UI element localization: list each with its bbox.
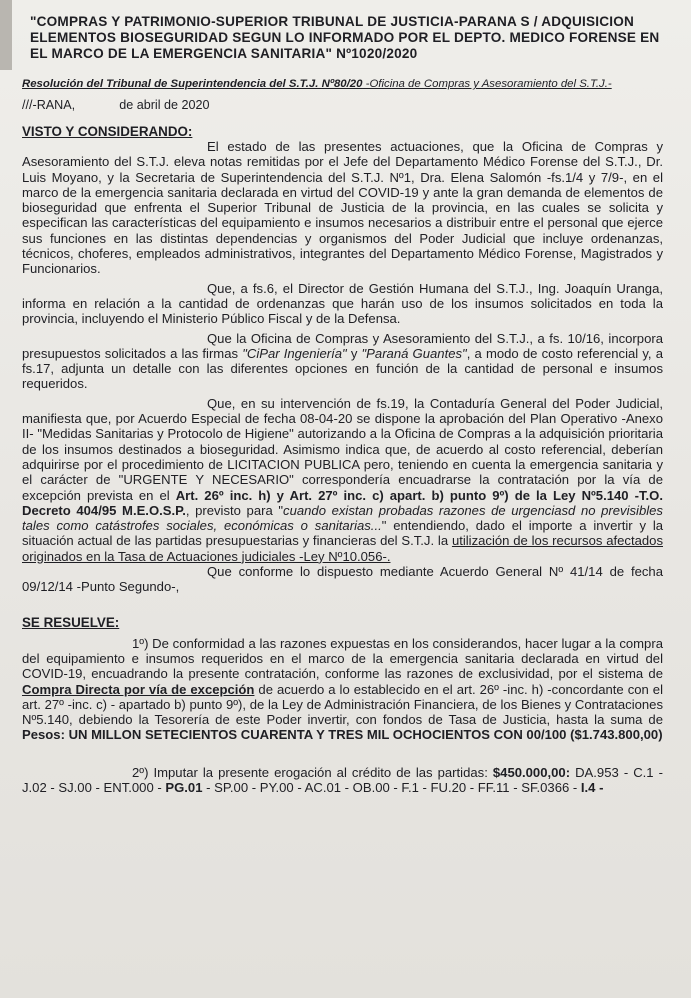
visto-paragraph-2: Que, a fs.6, el Director de Gestión Humana del S.T.J., Ing. Joaquín Uranga, informa en relación a la cantidad de ordenanzas que harán uso de los insumos solicitados en toda la provincia, incluyendo el Ministerio Público Fiscal y de la Defensa.	[22, 280, 663, 327]
p3-text-a: Que la Oficina de Compras y Asesoramiento del S.T.J., a fs. 10/16, incorpora presupuestos solicitados a las firmas	[22, 330, 663, 361]
page-edge-shadow	[0, 0, 12, 70]
visto-paragraph-1: El estado de las presentes actuaciones, que la Oficina de Compras y Asesoramiento del S.T.J. eleva notas remitidas por el Jefe del Departamento Médico Forense del S.T.J., Dr. Luis Moyano, y la Secretaria de Superintendencia del S.T.J. Nº1, Dra. Elena Salomón -fs.1/4 y 7/9-, en el marco de la emergencia sanitaria declarada en virtud del COVID-19 y ante la gran demanda de elementos de bioseguridad que enfrenta el Superior Tribunal de Justicia de la provincia, en las cuales se solicita y especifican las características del equipamiento e insumos necesarios a distribuir entre el personal que ejerce sus funciones en las distintas dependencias y organismos del Poder Judicial que incluye ordenanzas, técnicos, choferes, empleados administrativos, integrantes del Departamento Médico Forense, Magistrados y Funcionarios.	[22, 139, 663, 277]
item2-text-a: 2º) Imputar la presente erogación al crédito de las partidas:	[132, 764, 493, 780]
p4-tasa-reference: utilización de los recursos afectados originados en la Tasa de Actuaciones judiciales -Ley Nº10.056-.	[22, 533, 663, 564]
p4-text-c: " entendiendo, dado el importe a invertir y la situación actual de las partidas presupuestarias y financieras del S.T.J. la	[22, 518, 664, 549]
compra-directa: Compra Directa por vía de excepción	[22, 681, 255, 697]
resuelve-item-1	[22, 636, 663, 743]
item1-text-b: de acuerdo a lo establecido en el art. 26º -inc. h) -concordante con el art. 27º -inc. c) - apartado b) punto 9º), de la Ley de Administración Financiera, de los Bienes y Contrataciones Nº5.140, debiendo la Tesorería de este Poder invertir, con fondos de Tasa de Justicia, hasta la suma de	[22, 681, 663, 728]
pg-code: PG.01	[165, 779, 203, 795]
visto-paragraph-5: Que conforme lo dispuesto mediante Acuerdo General Nº 41/14 de fecha 09/12/14 -Punto Segundo-,	[22, 564, 663, 595]
place-city: ///-RANA,	[22, 98, 76, 112]
amount-total: Pesos: UN MILLON SETECIENTOS CUARENTA Y TRES MIL OCHOCIENTOS CON 00/100 ($1.743.800,00)	[22, 727, 663, 743]
visto-paragraph-4	[22, 396, 663, 564]
p4-law-reference: Art. 26º inc. h) y Art. 27º inc. c) apart. b) punto 9º) de la Ley Nº5.140 -T.O. Decreto 404/95 M.E.O.S.P.	[22, 487, 663, 518]
resuelve-item-2	[22, 765, 663, 796]
p4-text-b: , previsto para "	[185, 502, 284, 518]
place-date	[22, 98, 663, 112]
document-date: de abril de 2020	[119, 98, 210, 112]
i4-code: I.4 -	[580, 779, 604, 795]
firm-parana-guantes: "Paraná Guantes"	[361, 345, 467, 361]
item2-text-c: - SP.00 - PY.00 - AC.01 - OB.00 - F.1 - FU.20 - FF.11 - SF.0366 -	[202, 779, 581, 795]
resolution-line	[22, 78, 663, 90]
resuelve-heading: SE RESUELVE:	[22, 614, 120, 630]
visto-paragraph-3	[22, 331, 663, 392]
amount-partial: $450.000,00:	[492, 764, 571, 780]
item1-text-a: 1º) De conformidad a las razones expuestas en los considerandos, hacer lugar a la compra del equipamiento e insumos requeridos en el marco de la emergencia sanitaria declarada en virtud del COVID-19, encuadrando la presente contratación, conforme las razones de exclusividad, por el sistema de	[22, 635, 663, 682]
resolution-office: -Oficina de Compras y Asesoramiento del S.T.J.-	[362, 78, 612, 90]
p3-text-b: , a modo de costo referencial y, a fs.17, adjunta un detalle con las diferentes opciones en función de la cantidad de personal e insumos requeridos.	[22, 345, 663, 392]
p4-text-a: Que, en su intervención de fs.19, la Contaduría General del Poder Judicial, manifiesta que, por Acuerdo Especial de fecha 08-04-20 se dispone la aprobación del Plan Operativo -Anexo II- "Medidas Sanitarias y Protocolo de Higiene" autorizando a la Oficina de Compras a la adquisición prioritaria de los insumos destinados a bioseguridad. Asimismo indica que, de acuerdo al costo referencial, deberían adquirirse por el procedimiento de LICITACION PUBLICA pero, teniendo en cuenta la emergencia sanitaria y el carácter de "URGENTE Y NECESARIO" correspondería encuadrarse la contratación por la vía de excepción prevista en el	[22, 395, 663, 503]
p4-quote: cuando existan probadas razones de urgenciasd no previsibles tales como catástrofes sociales, económicas o sanitarias...	[22, 502, 663, 534]
p3-and: y	[346, 345, 362, 361]
item2-text-b: DA.953 - C.1 - J.02 - SJ.00 - ENT.000 -	[22, 764, 663, 795]
firm-cipar: "CiPar Ingeniería"	[242, 345, 347, 361]
resolution-number: Resolución del Tribunal de Superintendencia del S.T.J. Nº80/20	[22, 78, 363, 90]
document-title: "COMPRAS Y PATRIMONIO-SUPERIOR TRIBUNAL DE JUSTICIA-PARANA S / ADQUISICION ELEMENTOS BIOSEGURIDAD SEGUN LO INFORMADO POR EL DEPTO. MEDICO FORENSE EN EL MARCO DE LA EMERGENCIA SANITARIA" Nº1020/2020	[30, 14, 660, 61]
visto-heading: VISTO Y CONSIDERANDO:	[22, 124, 193, 139]
